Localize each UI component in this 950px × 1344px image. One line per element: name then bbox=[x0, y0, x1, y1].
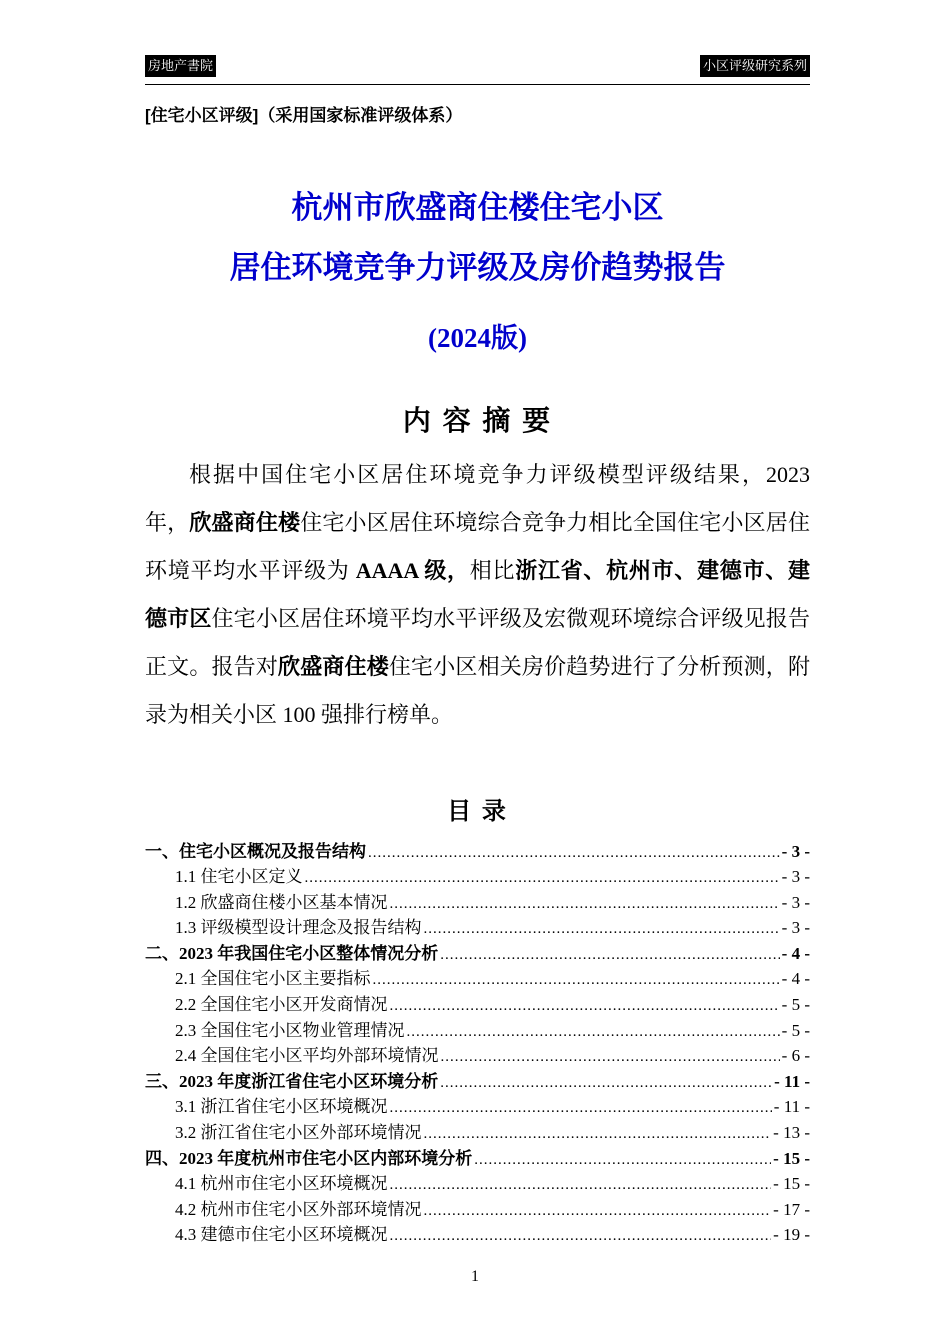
toc-entry-label: 4.1 杭州市住宅小区环境概况 bbox=[175, 1174, 388, 1194]
report-title-line1: 杭州市欣盛商住楼住宅小区 bbox=[291, 189, 664, 225]
toc-entry bbox=[145, 916, 810, 942]
classification-line: [住宅小区评级]（采用国家标准评级体系） bbox=[145, 105, 463, 125]
toc-dot-leader bbox=[440, 1071, 772, 1096]
toc-entry bbox=[145, 1070, 810, 1096]
toc-entry-page: - 15 - bbox=[773, 1174, 810, 1194]
toc-entry bbox=[145, 865, 810, 891]
summary-segment: 住宅小区居住环境综合竞争力相比全国住宅小区居住环境平均水平评级为 bbox=[145, 509, 810, 583]
toc-entry-label: 3.2 浙江省住宅小区外部环境情况 bbox=[175, 1123, 422, 1143]
toc-entry-page: - 11 - bbox=[773, 1097, 810, 1117]
toc-entry-page: - 5 - bbox=[781, 1020, 810, 1040]
toc-dot-leader bbox=[441, 1045, 780, 1070]
toc-entry-page: - 13 - bbox=[773, 1123, 810, 1143]
summary-segment: 住宅小区居住环境平均水平评级及宏微观环境综合评级见报告正文。报告对 bbox=[145, 605, 810, 679]
toc-dot-leader bbox=[390, 1096, 772, 1121]
toc-dot-leader bbox=[368, 841, 780, 866]
page-number: 1 bbox=[471, 1268, 479, 1285]
summary-segment-bold: 欣盛商住楼 bbox=[278, 653, 389, 679]
summary-segment-bold: AAAA 级， bbox=[355, 557, 470, 583]
toc-entry bbox=[145, 1147, 810, 1173]
toc-entry bbox=[145, 942, 810, 968]
toc-entry-label: 2.1 全国住宅小区主要指标 bbox=[175, 969, 371, 989]
toc-entry-page: - 6 - bbox=[781, 1046, 810, 1066]
toc-entry bbox=[145, 1121, 810, 1147]
toc-entry-page: - 11 - bbox=[774, 1071, 810, 1091]
summary-heading: 内 容 摘 要 bbox=[402, 404, 553, 436]
toc-dot-leader bbox=[373, 968, 780, 993]
toc-entry-label: 2.3 全国住宅小区物业管理情况 bbox=[175, 1020, 405, 1040]
summary-segment: 根据中国住宅小区居住环境竞争力评级模型评级结果，2023 年， bbox=[145, 461, 810, 535]
report-title-block bbox=[145, 188, 810, 355]
toc-entry bbox=[145, 1044, 810, 1070]
toc-dot-leader bbox=[305, 866, 780, 891]
toc-entry-label: 二、2023 年我国住宅小区整体情况分析 bbox=[145, 943, 439, 963]
header-right-badge: 小区评级研究系列 bbox=[700, 55, 810, 77]
toc-entry bbox=[145, 1095, 810, 1121]
toc-entry-page: - 4 - bbox=[781, 969, 810, 989]
toc-dot-leader bbox=[390, 1173, 772, 1198]
toc-heading: 目 录 bbox=[447, 797, 508, 825]
toc-entry-page: - 15 - bbox=[773, 1148, 810, 1168]
toc-entry bbox=[145, 1198, 810, 1224]
toc-entry bbox=[145, 993, 810, 1019]
toc-entry-label: 4.2 杭州市住宅小区外部环境情况 bbox=[175, 1199, 422, 1219]
toc-entry-label: 三、2023 年度浙江省住宅小区环境分析 bbox=[145, 1071, 439, 1091]
toc-entry-page: - 5 - bbox=[781, 995, 810, 1015]
toc-entry bbox=[145, 1172, 810, 1198]
toc-entry-label: 一、住宅小区概况及报告结构 bbox=[145, 841, 366, 861]
toc-entry bbox=[145, 891, 810, 917]
toc-entry-page: - 19 - bbox=[773, 1225, 810, 1245]
toc-entry-label: 3.1 浙江省住宅小区环境概况 bbox=[175, 1097, 388, 1117]
header-left-badge: 房地产書院 bbox=[145, 55, 216, 77]
toc-entry-label: 2.2 全国住宅小区开发商情况 bbox=[175, 995, 388, 1015]
toc-entry bbox=[145, 1019, 810, 1045]
page-header bbox=[145, 55, 810, 85]
toc-list bbox=[145, 840, 810, 1250]
toc-dot-leader bbox=[424, 1199, 772, 1224]
report-title-line2: 居住环境竞争力评级及房价趋势报告 bbox=[229, 249, 726, 285]
toc-entry-label: 1.2 欣盛商住楼小区基本情况 bbox=[175, 892, 388, 912]
toc-entry-label: 四、2023 年度杭州市住宅小区内部环境分析 bbox=[145, 1148, 473, 1168]
toc-dot-leader bbox=[424, 917, 780, 942]
toc-entry bbox=[145, 840, 810, 866]
toc-dot-leader bbox=[407, 1020, 780, 1045]
report-edition: (2024版) bbox=[428, 322, 527, 353]
toc-dot-leader bbox=[424, 1122, 772, 1147]
summary-paragraph bbox=[145, 451, 810, 739]
toc-entry-page: - 3 - bbox=[781, 892, 810, 912]
toc-entry-page: - 3 - bbox=[781, 841, 810, 861]
toc-dot-leader bbox=[390, 1224, 772, 1249]
summary-segment-bold: 欣盛商住楼 bbox=[189, 509, 301, 535]
toc-entry-page: - 3 - bbox=[781, 867, 810, 887]
toc-entry-page: - 17 - bbox=[773, 1199, 810, 1219]
toc-entry-page: - 4 - bbox=[781, 943, 810, 963]
toc-dot-leader bbox=[440, 943, 779, 968]
toc-entry-label: 4.3 建德市住宅小区环境概况 bbox=[175, 1225, 388, 1245]
summary-segment: 相比 bbox=[469, 557, 516, 583]
toc-entry-page: - 3 - bbox=[781, 918, 810, 938]
toc-entry bbox=[145, 967, 810, 993]
toc-entry-label: 2.4 全国住宅小区平均外部环境情况 bbox=[175, 1046, 439, 1066]
toc-dot-leader bbox=[390, 892, 780, 917]
toc-dot-leader bbox=[390, 994, 780, 1019]
summary-segment: 住宅小区相关房价趋势进行了分析预测，附录为相关小区 100 强排行榜单。 bbox=[145, 653, 810, 727]
summary-segment-bold: 浙江省、杭州市、建德市、建德市区 bbox=[145, 557, 810, 631]
toc-dot-leader bbox=[474, 1148, 771, 1173]
toc-entry-label: 1.3 评级模型设计理念及报告结构 bbox=[175, 918, 422, 938]
toc-entry bbox=[145, 1223, 810, 1249]
toc-entry-label: 1.1 住宅小区定义 bbox=[175, 867, 303, 887]
